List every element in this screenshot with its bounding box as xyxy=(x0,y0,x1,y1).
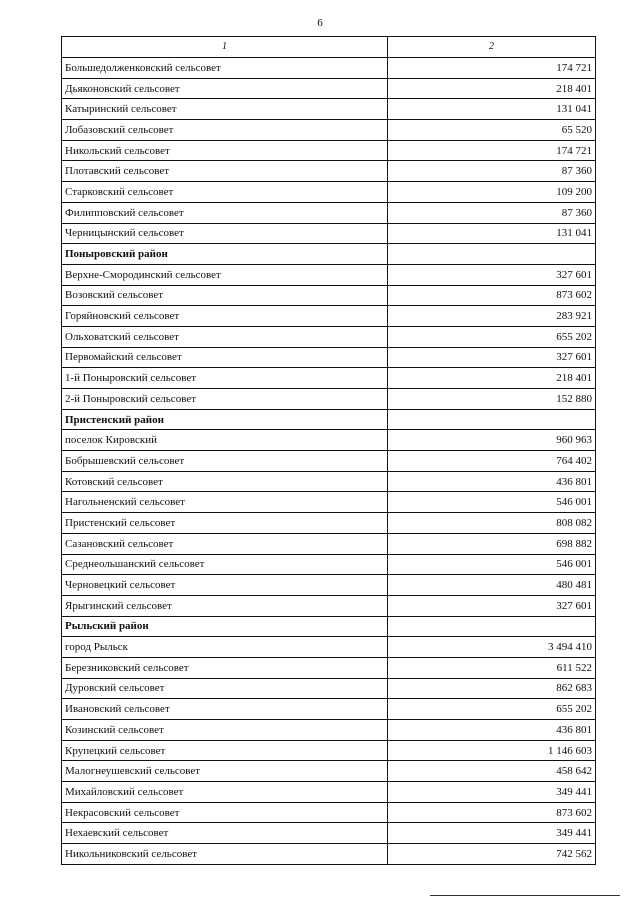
table-body xyxy=(62,58,596,865)
table-row xyxy=(62,844,596,865)
table-row xyxy=(62,430,596,451)
municipality-name: Крупецкий сельсовет xyxy=(62,740,388,761)
municipality-name: Ивановский сельсовет xyxy=(62,699,388,720)
municipality-name: Пристенский сельсовет xyxy=(62,513,388,534)
table-row xyxy=(62,471,596,492)
amount-cell: 862 683 xyxy=(388,678,596,699)
municipality-name: Сазановский сельсовет xyxy=(62,533,388,554)
table-row xyxy=(62,451,596,472)
table-row xyxy=(62,492,596,513)
district-name: Рыльский район xyxy=(62,616,388,637)
table-row xyxy=(62,513,596,534)
municipality-name: Катыринский сельсовет xyxy=(62,99,388,120)
table-row xyxy=(62,120,596,141)
municipality-name: 1-й Поныровский сельсовет xyxy=(62,368,388,389)
amount-cell: 218 401 xyxy=(388,368,596,389)
municipality-name: Черницынский сельсовет xyxy=(62,223,388,244)
table-row xyxy=(62,657,596,678)
municipality-name: Дьяконовский сельсовет xyxy=(62,78,388,99)
table-header-row xyxy=(62,37,596,58)
municipality-name: Березниковский сельсовет xyxy=(62,657,388,678)
table-row xyxy=(62,823,596,844)
municipality-name: Михайловский сельсовет xyxy=(62,782,388,803)
table-row xyxy=(62,389,596,410)
amount-cell: 655 202 xyxy=(388,326,596,347)
amount-cell: 3 494 410 xyxy=(388,637,596,658)
table-row xyxy=(62,78,596,99)
amount-cell xyxy=(388,244,596,265)
district-name: Пристенский район xyxy=(62,409,388,430)
municipality-name: Нехаевский сельсовет xyxy=(62,823,388,844)
amount-cell: 436 801 xyxy=(388,471,596,492)
district-heading-row xyxy=(62,244,596,265)
amount-cell: 436 801 xyxy=(388,720,596,741)
table-row xyxy=(62,678,596,699)
amount-cell: 546 001 xyxy=(388,492,596,513)
municipality-name: поселок Кировский xyxy=(62,430,388,451)
table-row xyxy=(62,720,596,741)
amount-cell: 764 402 xyxy=(388,451,596,472)
district-name: Поныровский район xyxy=(62,244,388,265)
table-row xyxy=(62,347,596,368)
table-row xyxy=(62,99,596,120)
amount-cell: 65 520 xyxy=(388,120,596,141)
table-row xyxy=(62,140,596,161)
table-row xyxy=(62,306,596,327)
municipality-name: Дуровский сельсовет xyxy=(62,678,388,699)
municipality-name: Никольский сельсовет xyxy=(62,140,388,161)
municipality-name: Козинский сельсовет xyxy=(62,720,388,741)
municipality-name: Первомайский сельсовет xyxy=(62,347,388,368)
municipality-name: Бобрышевский сельсовет xyxy=(62,451,388,472)
amount-cell: 1 146 603 xyxy=(388,740,596,761)
table-row xyxy=(62,699,596,720)
amount-cell: 131 041 xyxy=(388,99,596,120)
amount-cell: 960 963 xyxy=(388,430,596,451)
footer-divider xyxy=(430,895,620,896)
amount-cell: 218 401 xyxy=(388,78,596,99)
district-heading-row xyxy=(62,616,596,637)
district-heading-row xyxy=(62,409,596,430)
table-row xyxy=(62,554,596,575)
municipality-name: Котовский сельсовет xyxy=(62,471,388,492)
municipality-name: Старковский сельсовет xyxy=(62,182,388,203)
column-header-2: 2 xyxy=(388,37,596,58)
municipality-name: Возовский сельсовет xyxy=(62,285,388,306)
amount-cell: 131 041 xyxy=(388,223,596,244)
municipality-name: Горяйновский сельсовет xyxy=(62,306,388,327)
amount-cell xyxy=(388,616,596,637)
table-row xyxy=(62,58,596,79)
table-row xyxy=(62,595,596,616)
amount-cell: 349 441 xyxy=(388,782,596,803)
municipality-name: Некрасовский сельсовет xyxy=(62,802,388,823)
allocation-table xyxy=(61,36,596,865)
municipality-name: Нагольненский сельсовет xyxy=(62,492,388,513)
municipality-name: Черновецкий сельсовет xyxy=(62,575,388,596)
amount-cell: 327 601 xyxy=(388,595,596,616)
amount-cell: 698 882 xyxy=(388,533,596,554)
table-row xyxy=(62,575,596,596)
municipality-name: Большедолженковский сельсовет xyxy=(62,58,388,79)
table-row xyxy=(62,533,596,554)
amount-cell: 808 082 xyxy=(388,513,596,534)
table-row xyxy=(62,161,596,182)
amount-cell: 873 602 xyxy=(388,802,596,823)
amount-cell: 480 481 xyxy=(388,575,596,596)
table-row xyxy=(62,182,596,203)
table-row xyxy=(62,264,596,285)
table-row xyxy=(62,285,596,306)
amount-cell: 109 200 xyxy=(388,182,596,203)
municipality-name: Плотавский сельсовет xyxy=(62,161,388,182)
table-row xyxy=(62,637,596,658)
municipality-name: Ольховатский сельсовет xyxy=(62,326,388,347)
municipality-name: 2-й Поныровский сельсовет xyxy=(62,389,388,410)
page-number: 6 xyxy=(317,17,323,29)
municipality-name: Малогнеушевский сельсовет xyxy=(62,761,388,782)
table-row xyxy=(62,802,596,823)
amount-cell: 458 642 xyxy=(388,761,596,782)
amount-cell: 742 562 xyxy=(388,844,596,865)
municipality-name: Филипповский сельсовет xyxy=(62,202,388,223)
table-row xyxy=(62,202,596,223)
municipality-name: город Рыльск xyxy=(62,637,388,658)
table-row xyxy=(62,782,596,803)
column-header-1: 1 xyxy=(62,37,388,58)
municipality-name: Ярыгинский сельсовет xyxy=(62,595,388,616)
table-row xyxy=(62,761,596,782)
amount-cell: 174 721 xyxy=(388,58,596,79)
table-row xyxy=(62,740,596,761)
table-row xyxy=(62,223,596,244)
amount-cell: 87 360 xyxy=(388,161,596,182)
municipality-name: Верхне-Смородинский сельсовет xyxy=(62,264,388,285)
table-row xyxy=(62,368,596,389)
amount-cell: 546 001 xyxy=(388,554,596,575)
amount-cell xyxy=(388,409,596,430)
amount-cell: 152 880 xyxy=(388,389,596,410)
amount-cell: 611 522 xyxy=(388,657,596,678)
municipality-name: Среднеольшанский сельсовет xyxy=(62,554,388,575)
amount-cell: 174 721 xyxy=(388,140,596,161)
municipality-name: Никольниковский сельсовет xyxy=(62,844,388,865)
amount-cell: 283 921 xyxy=(388,306,596,327)
amount-cell: 349 441 xyxy=(388,823,596,844)
amount-cell: 873 602 xyxy=(388,285,596,306)
amount-cell: 327 601 xyxy=(388,347,596,368)
amount-cell: 87 360 xyxy=(388,202,596,223)
table-row xyxy=(62,326,596,347)
amount-cell: 655 202 xyxy=(388,699,596,720)
municipality-name: Лобазовский сельсовет xyxy=(62,120,388,141)
amount-cell: 327 601 xyxy=(388,264,596,285)
